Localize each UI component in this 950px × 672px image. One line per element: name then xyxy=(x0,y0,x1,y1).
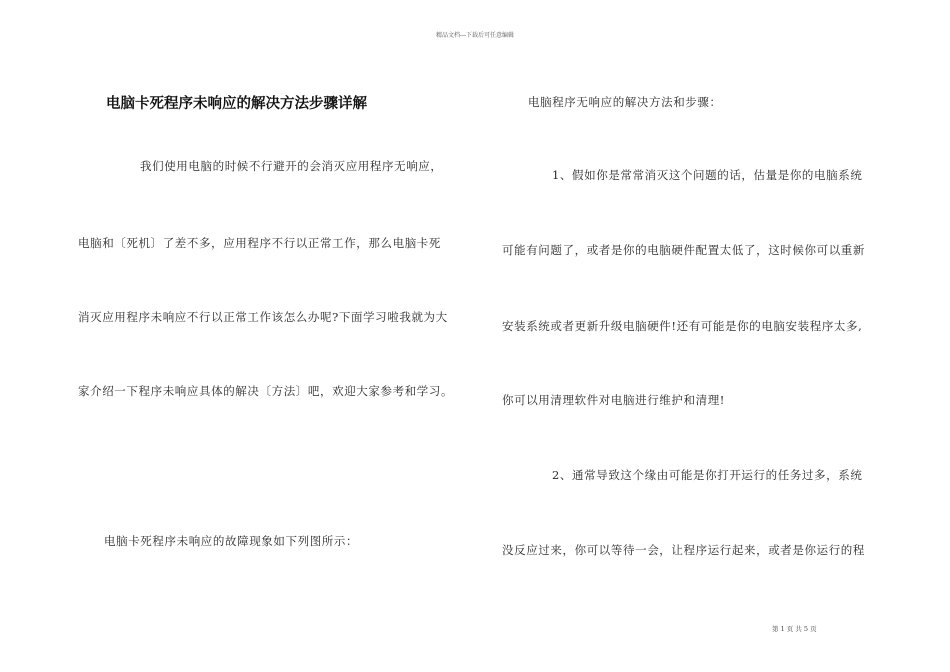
paragraph-line: 消灭应用程序未响应不行以正常工作该怎么办呢?下面学习啦我就为大 xyxy=(78,310,448,324)
left-column xyxy=(78,0,470,672)
paragraph-line: 你可以用清理软件对电脑进行维护和清理! xyxy=(502,393,726,407)
paragraph-line: 2、通常导致这个缘由可能是你打开运行的任务过多，系统 xyxy=(552,468,863,482)
page-header: 精品文档---下载后可任意编辑 xyxy=(435,32,515,39)
document-title: 电脑卡死程序未响应的解决方法步骤详解 xyxy=(106,96,367,112)
paragraph-line: 1、假如你是常常消灭这个问题的话，估量是你的电脑系统 xyxy=(552,168,863,182)
paragraph-line: 电脑卡死程序未响应的故障现象如下列图所示： xyxy=(104,534,359,548)
paragraph-line: 安装系统或者更新升级电脑硬件!还有可能是你的电脑安装程序太多, xyxy=(502,319,863,333)
paragraph-line: 我们使用电脑的时候不行避开的会消灭应用程序无响应， xyxy=(140,159,443,173)
section-heading: 电脑程序无响应的解决方法和步骤： xyxy=(528,95,722,109)
paragraph-line: 电脑和〔死机〕了差不多，应用程序不行以正常工作，那么电脑卡死 xyxy=(78,236,441,250)
paragraph-line: 没反应过来，你可以等待一会，让程序运行起来，或者是你运行的程 xyxy=(502,543,865,557)
right-column xyxy=(502,0,894,672)
paragraph-line: 可能有问题了，或者是你的电脑硬件配置太低了，这时候你可以重新 xyxy=(502,243,865,257)
paragraph-line: 家介绍一下程序未响应具体的解决〔方法〕吧，欢迎大家参考和学习。 xyxy=(78,384,454,398)
page-number: 第 1 页 共 5 页 xyxy=(772,625,817,633)
